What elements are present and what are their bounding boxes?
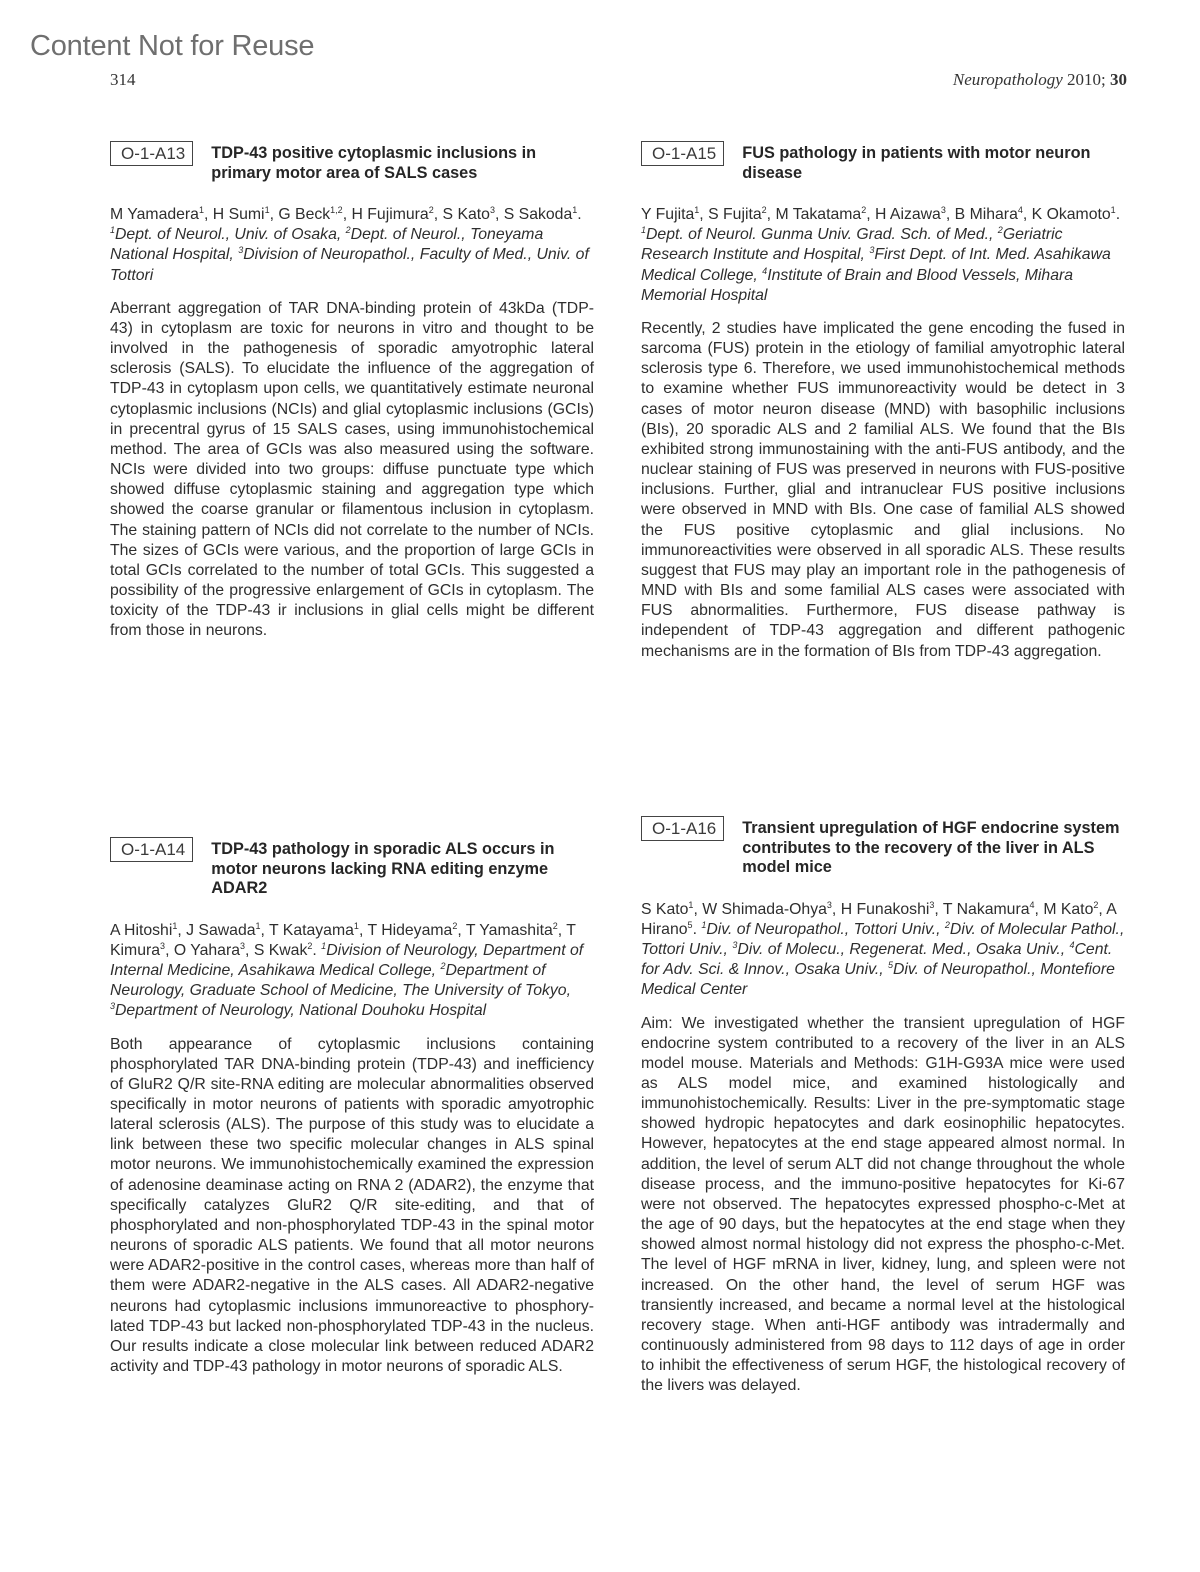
author-affiliation-mark: 2 [428, 205, 434, 215]
abstract-header [110, 141, 594, 183]
author-name: M Yamadera [110, 206, 199, 223]
affiliation-mark: 3 [238, 245, 244, 256]
author-name: T Yamashita [465, 921, 553, 939]
abstract-body: Aberrant aggregation of TAR DNA-binding protein of 43kDa (TDP-43) in cytoplasm are toxic for neurons in vitro and thought to be involved in the pathogenesis of sporadic amyotrophic lateral sclerosis (SALS). To elucidate the influence of the aggregation of TDP-43 in cytoplasm upon cells, we quantitatively estimate neuronal cytoplasmic inclusions (NCIs) and glial cytoplasmic inclusions (GCIs) in precentral gyrus of 15 SALS cases, using immunohistochemical method. The area of GCIs was also measured using the software. NCIs were divided into two groups: diffuse punctuate type which showed diffuse cytoplasmic staining and aggregation type which showed the coarse granular or filamentous inclusion in cytoplasm. The staining pattern of NCIs did not correlate to the number of NCIs. The sizes of GCIs were various, and the proportion of large GCIs in total GCIs correlated to the number of total GCIs. This suggested a possibility of the progressive enlargement of GCIs in cytoplasm. The toxicity of the TDP-43 ir inclusions in glial cells might be different from those in neurons. [110, 299, 594, 640]
affiliation-mark: 3 [732, 939, 738, 950]
author-name: J Sawada [186, 921, 256, 939]
abstract-header [641, 816, 1125, 878]
affiliations [641, 921, 1124, 999]
author-name: W Shimada-Ohya [702, 900, 827, 918]
author-name: M Takatama [775, 206, 862, 223]
author-name: S Fujita [708, 206, 762, 223]
author-name: H Sumi [212, 206, 265, 223]
author-affiliation-mark: 3 [160, 940, 166, 951]
author-name: T Hideyama [367, 921, 453, 939]
affiliation-mark: 2 [345, 225, 351, 236]
affiliation-text: Department of Neurology, National Douhoku Hospital [115, 1002, 487, 1020]
abstract-code: O-1-A13 [110, 141, 193, 166]
affiliation-mark: 3 [110, 1001, 116, 1012]
affiliation-mark: 5 [888, 960, 894, 971]
affiliations [641, 226, 1111, 304]
affiliation-mark: 2 [944, 919, 950, 930]
abstract-title: TDP-43 pathology in sporadic ALS occurs in motor neurons lacking RNA editing enzyme ADAR2 [211, 840, 555, 897]
affiliation-text: First Dept. of Int. Med. Asahikawa Medical College, [641, 246, 1111, 284]
author-name: M Kato [1043, 900, 1094, 918]
abstract-title: TDP-43 positive cytoplasmic inclusions in primary motor area of SALS cases [211, 144, 537, 182]
affiliation-text: Div. of Molecular Pathol., Tottori Univ., [641, 920, 1125, 958]
author-affiliation-mark: 3 [489, 205, 495, 215]
abstract-o-1-a13 [110, 141, 594, 641]
author-affiliation-mark: 3 [929, 899, 935, 910]
abstract-code: O-1-A15 [641, 141, 724, 166]
abstract-header [110, 837, 594, 899]
watermark: Content Not for Reuse [30, 30, 315, 62]
affiliation-mark: 3 [869, 245, 875, 256]
abstract-body: Both appearance of cytoplasmic inclusions containing phosphorylated TAR DNA-binding protein (TDP-43) and inefficiency of GluR2 Q/R site-RNA editing are molecular abnormalities observed specifically in motor neurons of patients with sporadic amyotrophic lateral sclerosis (ALS). The purpose of this study was to elucidate a link between these two specific molecular changes in ALS spinal motor neurons. We immunohistochemically examined the expression of adenosine deaminase acting on RNA 2 (ADAR2), the enzyme that specifically catalyzes GluR2 Q/R site-editing, and that of phosphorylated and non-phosphorylated TDP-43 in the spinal motor neurons of sporadic ALS patients. We found that all motor neurons were ADAR2-positive in the control cases, whereas more than half of them were ADAR2-negative in the ALS cases. All ADAR2-negative neurons had cytoplasmic inclusions immunoreactive to phosphorylated TDP-43 but lacked non-phosphorylated TDP-43 in the nucleus. Our results indicate a close molecular link between reduced ADAR2 activity and TDP-43 pathology in motor neurons of sporadic ALS. [110, 1035, 594, 1376]
journal-reference [953, 70, 1127, 90]
author-name: A Hirano [641, 900, 1116, 938]
affiliation-mark: 1 [701, 919, 707, 930]
author-affiliation-mark: 1 [572, 205, 578, 215]
abstract-title: Transient upregulation of HGF endocrine system contributes to the recovery of the liver in ALS model mice [742, 819, 1120, 876]
abstract-o-1-a16 [641, 816, 1125, 1396]
affiliation-text: Institute of Brain and Blood Vessels, Mihara Memorial Hospital [641, 266, 1074, 304]
author-name: S Kwak [253, 941, 308, 959]
page-number: 314 [110, 70, 136, 89]
author-affiliation-mark: 4 [1029, 899, 1035, 910]
author-name: T Kimura [110, 921, 576, 959]
author-affiliation-mark: 2 [1093, 899, 1099, 910]
author-affiliation-mark: 2 [861, 205, 867, 215]
abstract-title: FUS pathology in patients with motor neuron disease [742, 144, 1091, 182]
affiliation-mark: 2 [997, 225, 1003, 236]
author-affiliation-mark: 1 [255, 920, 261, 931]
author-list: M Yamadera$^1$, H Sumi$^1$, G Beck$^{1,2}$, H Fujimura$^2$, S Kato$^3$, S Sakoda$^1$. $^1$Dept. of Neurol., Univ. of Osaka, $^2$Dept. of Neurol., Toneyama National Hospital, $^3$Division of Neuropathol., Faculty of Med., Univ. of Tottori [110, 205, 589, 284]
affiliation-text: Division of Neuropathol., Faculty of Med., Univ. of Tottori [110, 246, 589, 284]
author-name: T Katayama [269, 921, 354, 939]
author-affiliation-mark: 1 [353, 920, 359, 931]
journal-year: 2010; [1067, 70, 1106, 89]
abstract-o-1-a15 [641, 141, 1125, 662]
author-name: G Beck [278, 206, 331, 223]
author-affiliation-mark: 2 [307, 940, 313, 951]
abstract-o-1-a14 [110, 837, 594, 1377]
abstract-body: Aim: We investigated whether the transient upregulation of HGF endocrine system contributed to a recovery of the liver in an ALS model mouse. Materials and Methods: G1H-G93A mice were used as ALS model mice, and examined histologically and immunohistochemically. Results: Liver in the pre-symptomatic stage showed hydropic hepatocytes and dark eosinophilic hepatocytes. However, hepatocytes at the end stage appeared almost normal. In addition, the level of serum ALT did not change throughout the whole disease process, and the immuno-positive hepatocytes for Ki-67 were not observed. The hepatocytes expressed phospho-c-Met at the age of 90 days, but the hepatocytes at the end stage when they showed almost normal histology did not express the phospho-c-Met. The level of HGF mRNA in liver, kidney, lung, and spleen were not increased. On the other hand, the level of serum HGF was transiently increased, and became a normal level at the histological recovery stage. When anti-HGF antibody was intradermally and continuously administered from 98 days to 112 days of age in order to inhibit the effectiveness of serum HGF, the histological recovery of the livers was delayed. [641, 1014, 1125, 1395]
author-affiliation-mark: 2 [761, 205, 767, 215]
author-affiliation-mark: 1 [688, 899, 694, 910]
affiliation-mark: 4 [762, 265, 768, 276]
affiliation-mark: 1 [641, 225, 647, 236]
affiliation-text: Dept. of Neurol., Toneyama National Hospital, [110, 226, 544, 264]
affiliation-mark: 1 [110, 225, 116, 236]
journal-volume: 30 [1110, 70, 1127, 89]
author-name: S Kato [442, 206, 490, 223]
author-affiliation-mark: 3 [826, 899, 832, 910]
author-list: Y Fujita$^1$, S Fujita$^2$, M Takatama$^2$, H Aizawa$^3$, B Mihara$^4$, K Okamoto$^1$. $^1$Dept. of Neurol. Gunma Univ. Grad. Sch. of Med., $^2$Geriatric Research Institute and Hospital, $^3$First Dept. of Int. Med. Asahikawa Medical College, $^4$Institute of Brain and Blood Vessels, Mihara Memorial Hospital [641, 205, 1121, 304]
affiliations [110, 226, 589, 283]
abstract-code: O-1-A14 [110, 837, 193, 862]
author-affiliation-mark: 1 [198, 205, 204, 215]
author-name: T Nakamura [942, 900, 1030, 918]
abstract-body: Recently, 2 studies have implicated the gene encoding the fused in sarcoma (FUS) protein in the etiology of familial amyotrophic lateral sclerosis type 6. Therefore, we used immunohistochemical methods to examine whether FUS immunoreactivity would be detect in 3 cases of motor neuron disease (MND) with basophilic inclusions (BIs), 20 sporadic ALS and 2 familial ALS. We found that the BIs exhibited strong immunostaining with the anti-FUS antibody, and the nuclear staining of FUS was preserved in neurons with FUS-positive inclusions. Further, glial and intranuclear FUS positive inclusions were observed in MND with BIs. One case of familial ALS showed the FUS positive cytoplasmic and glial inclusions. No immunoreactivities were observed in all sporadic ALS. These results suggest that FUS may play an important role in the pathogenesis of MND with BIs and some familial ALS cases were associated with FUS abnormalities. Furthermore, FUS disease pathway is independent of TDP-43 aggregation and different pathogenic mechanisms are in the formation of BIs from TDP-43 aggregation. [641, 320, 1125, 660]
abstract-code: O-1-A16 [641, 816, 724, 841]
author-name: H Aizawa [874, 206, 941, 223]
author-name: B Mihara [954, 206, 1018, 223]
affiliation-text: Department of Neurology, Graduate School of Medicine, The University of Tokyo, [110, 961, 571, 1000]
author-affiliation-mark: 2 [452, 920, 458, 931]
author-affiliation-mark: 5 [687, 919, 693, 930]
affiliation-mark: 2 [440, 960, 446, 971]
author-name: A Hitoshi [110, 921, 173, 939]
affiliation-text: Div. of Neuropathol., Montefiore Medical Center [641, 961, 1115, 999]
author-affiliation-mark: 3 [940, 205, 946, 215]
author-affiliation-mark: 3 [240, 940, 246, 951]
affiliation-text: Cent. for Adv. Sci. & Innov., Osaka Univ., [641, 940, 1113, 979]
author-list: S Kato$^1$, W Shimada-Ohya$^3$, H Funakoshi$^3$, T Nakamura$^4$, M Kato$^2$, A Hirano$^5$. $^1$Div. of Neuropathol., Tottori Univ., $^2$Div. of Molecular Pathol., Tottori Univ., $^3$Div. of Molecu., Regenerat. Med., Osaka Univ., $^4$Cent. for Adv. Sci. & Innov., Osaka Univ., $^5$Div. of Neuropathol., Montefiore Medical Center [641, 899, 1125, 999]
affiliation-text: Geriatric Research Institute and Hospital, [641, 226, 1063, 264]
author-affiliation-mark: 1 [694, 205, 700, 215]
author-affiliation-mark: 4 [1017, 205, 1023, 215]
author-affiliation-mark: 1 [264, 205, 270, 215]
author-affiliation-mark: 1,2 [330, 205, 343, 215]
affiliation-mark: 4 [1069, 939, 1075, 950]
affiliation-text: Dept. of Neurol., Univ. of Osaka, [115, 226, 346, 244]
author-name: O Yahara [173, 941, 241, 959]
affiliation-mark: 1 [321, 940, 327, 951]
affiliation-text: Div. of Neuropathol., Tottori Univ., [706, 920, 945, 938]
author-name: Y Fujita [641, 206, 695, 223]
author-affiliation-mark: 2 [552, 920, 558, 931]
author-name: S Kato [641, 900, 689, 918]
affiliation-text: Dept. of Neurol. Gunma Univ. Grad. Sch. of Med., [646, 226, 998, 244]
author-affiliation-mark: 1 [1110, 205, 1116, 215]
author-name: K Okamoto [1031, 206, 1111, 223]
affiliation-text: Div. of Molecu., Regenerat. Med., Osaka Univ., [737, 940, 1070, 958]
abstract-header [641, 141, 1125, 183]
author-name: H Funakoshi [840, 900, 930, 918]
author-affiliation-mark: 1 [172, 920, 178, 931]
author-name: S Sakoda [503, 206, 573, 223]
author-name: H Fujimura [351, 206, 429, 223]
affiliation-text: Division of Neurology, Department of Internal Medicine, Asahikawa Medical College, [110, 941, 584, 979]
journal-name: Neuropathology [952, 70, 1063, 89]
author-list: A Hitoshi$^1$, J Sawada$^1$, T Katayama$^1$, T Hideyama$^2$, T Yamashita$^2$, T Kimura$^3$, O Yahara$^3$, S Kwak$^2$. $^1$Division of Neurology, Department of Internal Medicine, Asahikawa Medical College, $^2$Department of Neurology, Graduate School of Medicine, The University of Tokyo, $^3$Department of Neurology, National Douhoku Hospital [110, 920, 584, 1020]
